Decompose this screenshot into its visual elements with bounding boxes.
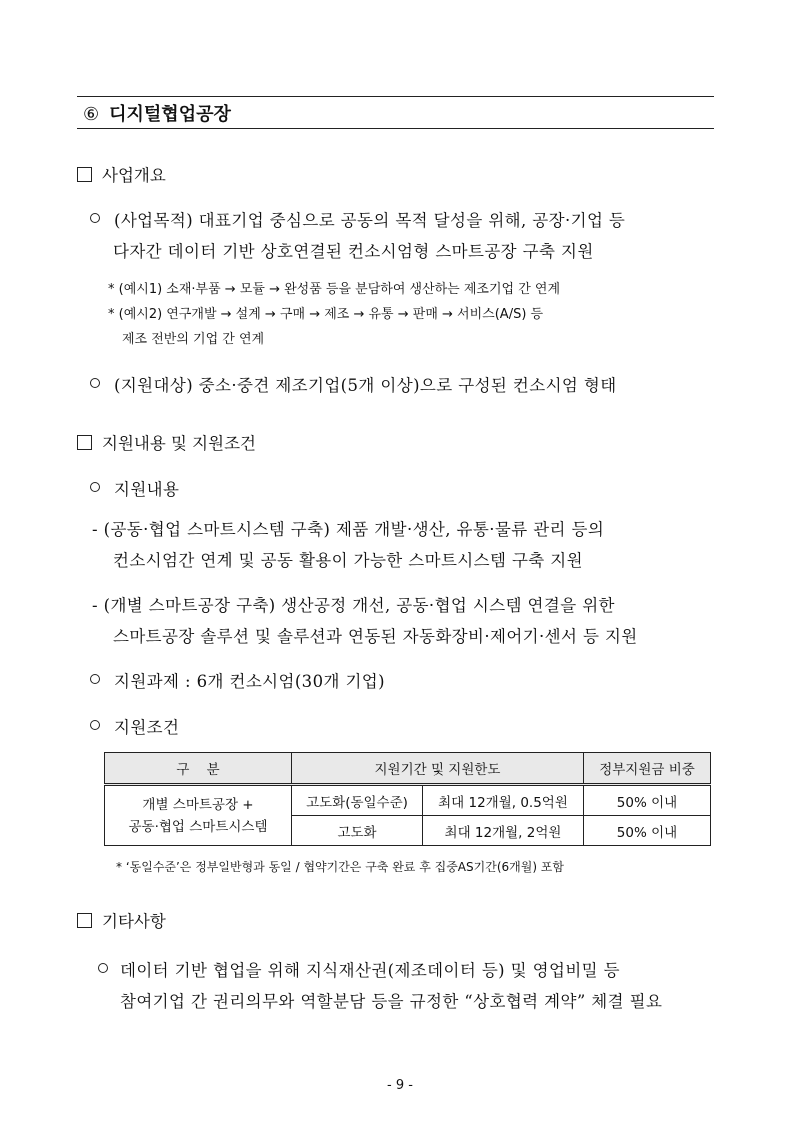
bullet-circle-icon [90, 720, 100, 730]
support-conditions-table [104, 752, 711, 846]
overview-example1: * (예시1) 소재·부품 → 모듈 → 완성품 등을 분담하여 생산하는 제조기업 간 연계 [108, 282, 561, 297]
table-header-row [105, 753, 711, 785]
table-cell-level: 고도화 [292, 816, 423, 846]
support-content-heading [90, 476, 179, 500]
title-number: ⑥ [83, 104, 100, 125]
support-conditions-heading [90, 714, 179, 738]
table-row [105, 785, 711, 816]
etc-item-line1: 데이터 기반 협업을 위해 지식재산권(제조데이터 등) 및 영업비밀 등 [120, 961, 620, 980]
section-support-label: 지원내용 및 지원조건 [102, 434, 256, 453]
section-etc-label: 기타사항 [102, 912, 166, 931]
support-item1-line2: 컨소시엄간 연계 및 공동 활용이 가능한 스마트시스템 구축 지원 [113, 551, 583, 570]
bullet-circle-icon [98, 963, 108, 973]
overview-purpose [90, 207, 625, 231]
section-overview [77, 162, 166, 186]
overview-example2-line2: 제조 전반의 기업 간 연계 [122, 332, 265, 347]
dash-bullet: - [92, 596, 104, 615]
support-item1 [92, 516, 604, 540]
overview-purpose-line1: (사업목적) 대표기업 중심으로 공동의 목적 달성을 위해, 공장·기업 등 [114, 211, 626, 230]
section-overview-label: 사업개요 [102, 166, 166, 185]
overview-target-text: (지원대상) 중소·중견 제조기업(5개 이상)으로 구성된 컨소시엄 형태 [114, 376, 617, 395]
table-cell-ratio: 50% 이내 [584, 785, 711, 816]
checkbox-square-icon [77, 435, 92, 450]
support-tasks-text: 지원과제 : 6개 컨소시엄(30개 기업) [114, 672, 385, 691]
etc-item-line2: 참여기업 간 권리의무와 역할분담 등을 규정한 “상호협력 계약” 체결 필요 [120, 992, 663, 1011]
section-support [77, 430, 256, 454]
table-row-label [105, 785, 292, 846]
dash-bullet: - [92, 520, 104, 539]
table-footnote: * ‘동일수준’은 정부일반형과 동일 / 협약기간은 구축 완료 후 집중AS기간(6개월) 포함 [116, 860, 564, 874]
overview-target [90, 372, 617, 396]
support-tasks [90, 668, 385, 692]
table-header-gov-ratio: 정부지원금 비중 [584, 753, 711, 785]
bullet-circle-icon [90, 674, 100, 684]
support-item2-line1: (개별 스마트공장 구축) 생산공정 개선, 공동·협업 시스템 연결을 위한 [103, 596, 615, 615]
table-row-label-line2: 공동·협업 스마트시스템 [128, 818, 268, 835]
page-title [83, 100, 231, 126]
support-item2-line2: 스마트공장 솔루션 및 솔루션과 연동된 자동화장비·제어기·센서 등 지원 [113, 627, 638, 646]
checkbox-square-icon [77, 167, 92, 182]
bullet-circle-icon [90, 213, 100, 223]
checkbox-square-icon [77, 913, 92, 928]
support-conditions-heading-text: 지원조건 [114, 718, 180, 737]
overview-example2-line1: * (예시2) 연구개발 → 설계 → 구매 → 제조 → 유통 → 판매 → 서비스(A/S) 등 [108, 307, 544, 322]
bullet-circle-icon [90, 482, 100, 492]
support-item1-line1: (공동·협업 스마트시스템 구축) 제품 개발·생산, 유통·물류 관리 등의 [103, 520, 605, 539]
etc-item [98, 957, 620, 981]
table-cell-limit: 최대 12개월, 0.5억원 [423, 785, 584, 816]
table-row-label-line1: 개별 스마트공장 + [142, 796, 254, 813]
table-cell-level: 고도화(동일수준) [292, 785, 423, 816]
table-header-category: 구 분 [105, 753, 292, 785]
title-bottom-rule [77, 128, 714, 129]
title-top-rule [77, 96, 714, 97]
support-item2 [92, 592, 615, 616]
title-text: 디지털협업공장 [109, 104, 231, 125]
table-header-period-limit: 지원기간 및 지원한도 [292, 753, 584, 785]
table-cell-ratio: 50% 이내 [584, 816, 711, 846]
bullet-circle-icon [90, 378, 100, 388]
table-cell-limit: 최대 12개월, 2억원 [423, 816, 584, 846]
section-etc [77, 908, 166, 932]
support-content-heading-text: 지원내용 [114, 480, 180, 499]
page-number: - 9 - [387, 1078, 413, 1093]
overview-purpose-line2: 다자간 데이터 기반 상호연결된 컨소시엄형 스마트공장 구축 지원 [113, 242, 594, 261]
